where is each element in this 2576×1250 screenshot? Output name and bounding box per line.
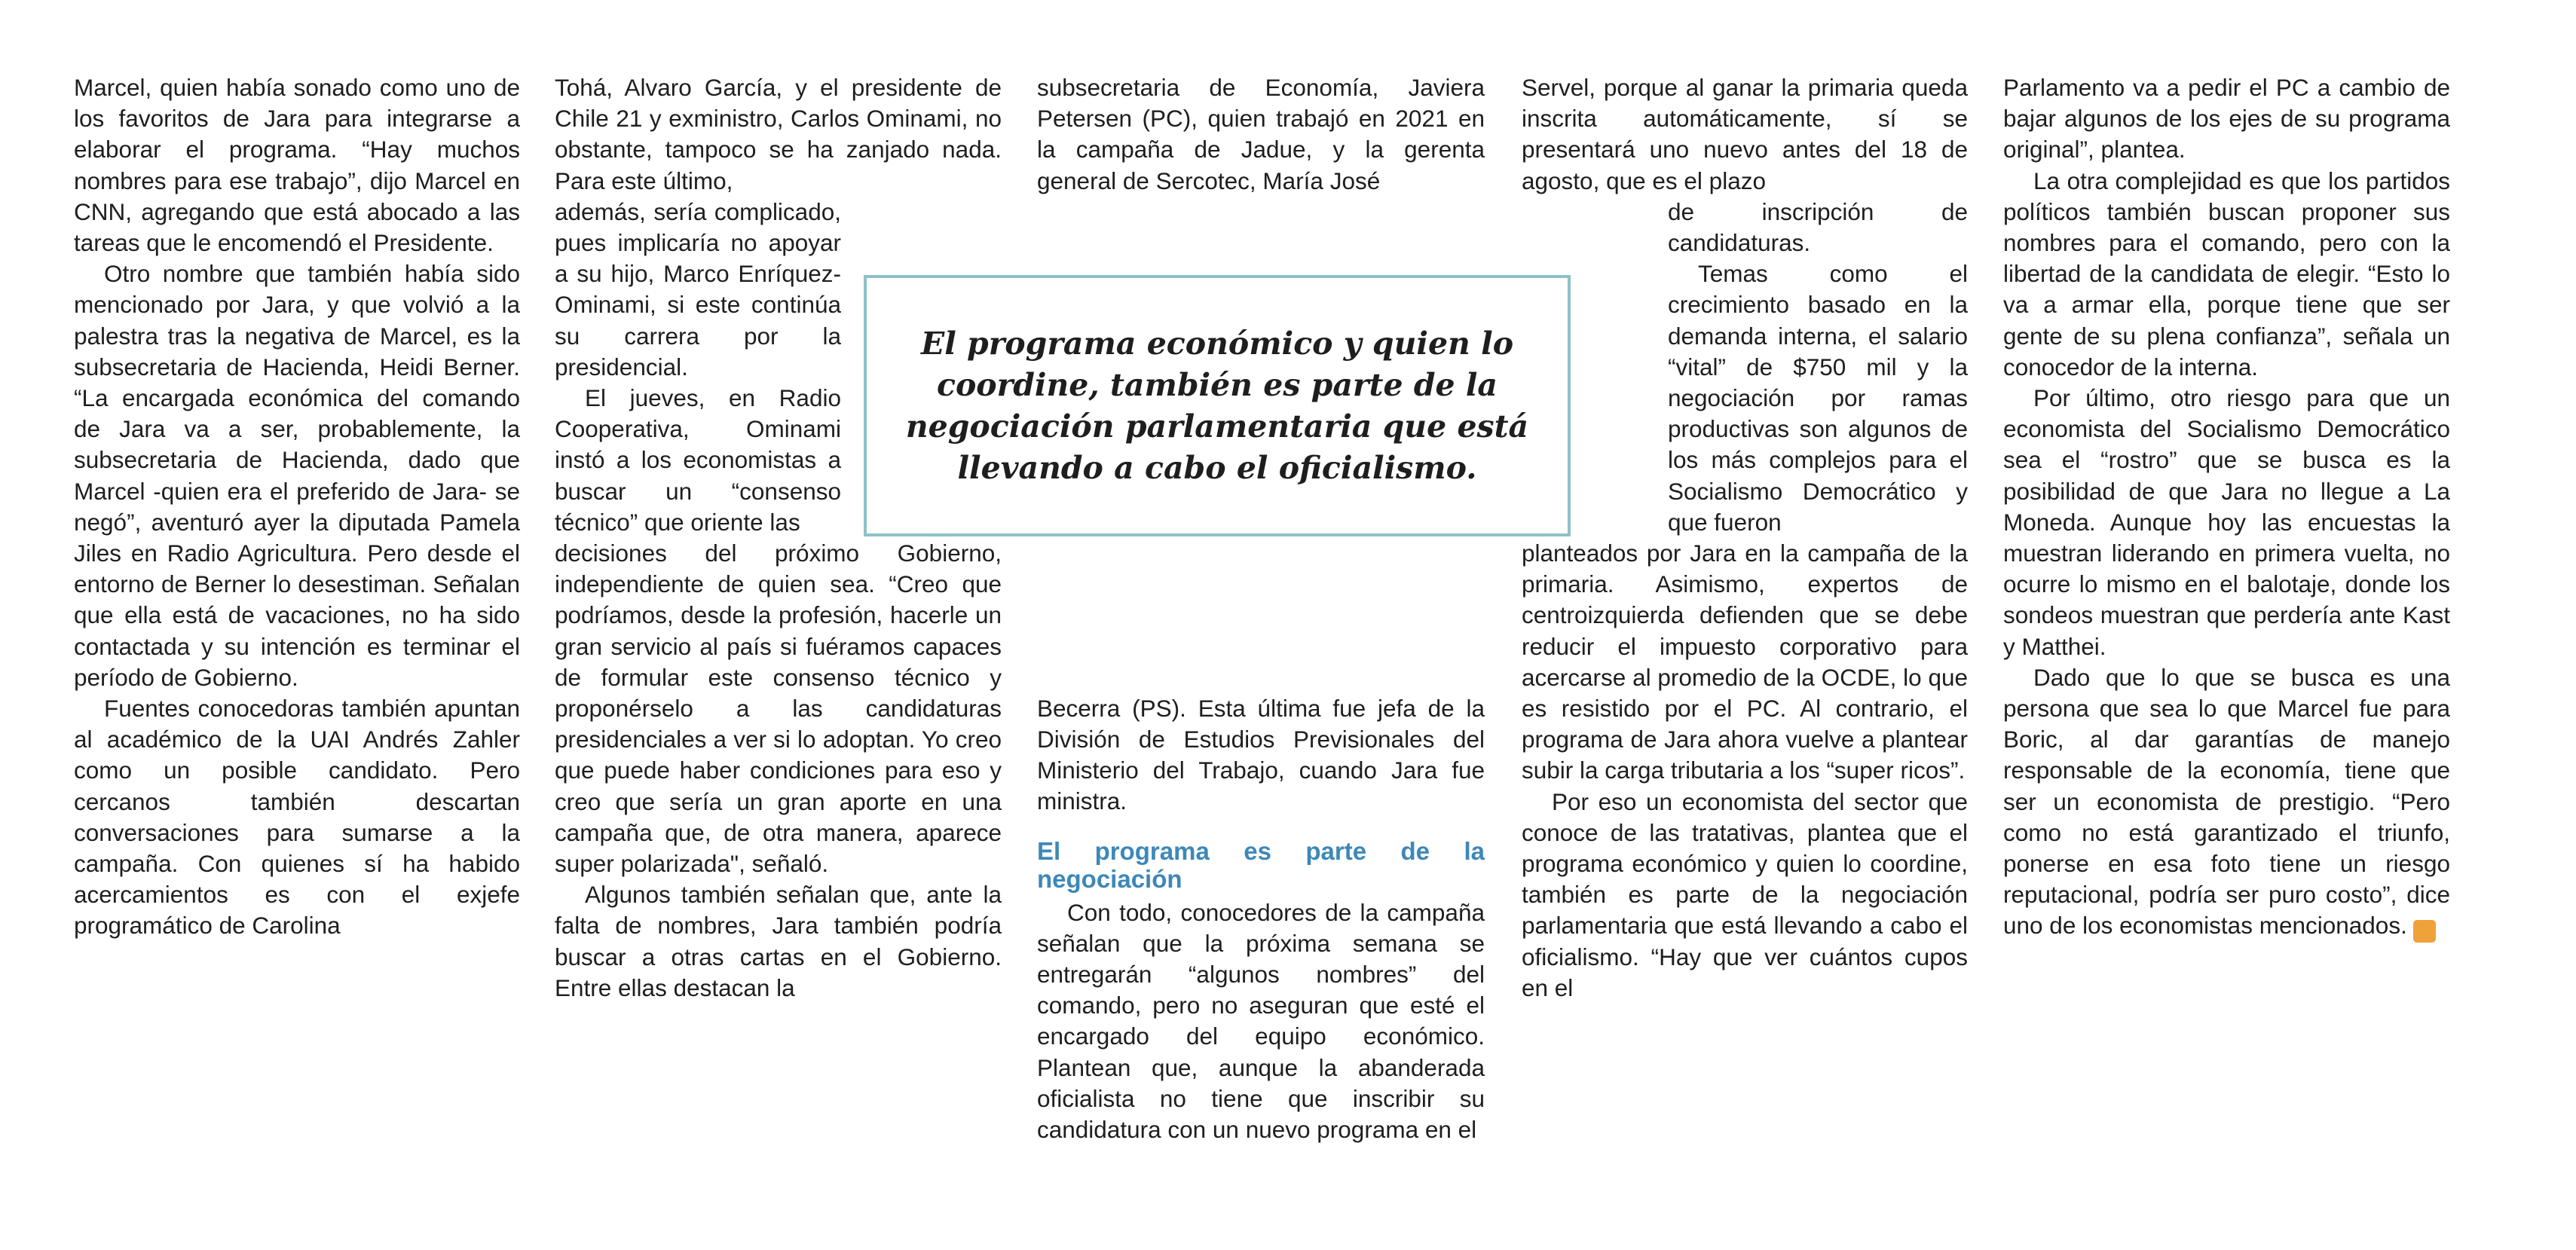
paragraph: Marcel, quien había sonado como uno de los favoritos de Jara para integrarse a elaborar el programa. “Hay muchos nombres para ese trabajo”, dijo Marcel en CNN, agregando que está abocado a las tareas que le encomendó el Presidente.: [74, 74, 520, 257]
section-subheading: El programa es parte de la negociación: [1037, 836, 1485, 893]
paragraph: Tohá, Alvaro García, y el presidente de Chile 21 y exministro, Carlos Ominami, no obstante, tampoco se ha zanjado nada. Para este último,: [555, 74, 1002, 194]
article-column-1: [74, 72, 520, 942]
article-column-2: [555, 72, 1002, 1004]
paragraph: Por último, otro riesgo para que un economista del Socialismo Democrático sea el “rostro” que se busca es la posibilidad de que Jara no llegue a La Moneda. Aunque hoy las encuestas la muestran liderando en primera vuelta, no ocurre lo mismo en el balotaje, donde los sondeos muestran que perdería ante Kast y Matthei.: [2003, 384, 2450, 660]
end-of-article-icon: S: [2413, 920, 2436, 943]
pull-quote-box: [864, 275, 1571, 536]
paragraph: Becerra (PS). Esta última fue jefa de la División de Estudios Previsionales del Ministerio del Trabajo, cuando Jara fue ministra.: [1037, 694, 1485, 815]
paragraph: subsecretaria de Economía, Javiera Petersen (PC), quien trabajó en 2021 en la campaña de Jadue, y la gerenta general de Sercotec, María José: [1037, 74, 1485, 194]
paragraph: de inscripción de candidaturas.: [1668, 197, 1968, 257]
paragraph: Fuentes conocedoras también apuntan al académico de la UAI Andrés Zahler como un posible candidato. Pero cercanos también descartan conversaciones para sumarse a la campaña. Con quienes sí ha habido acercamientos es con el exjefe programático de Carolina: [74, 695, 520, 940]
paragraph: Por eso un economista del sector que conoce de las tratativas, plantea que el programa económico y quien lo coordine, también es parte de la negociación parlamentaria que está llevando a cabo el oficialismo. “Hay que ver cuántos cupos en el: [1522, 787, 1968, 1001]
paragraph: Con todo, conocedores de la campaña señalan que la próxima semana se entregarán “algunos nombres” del comando, pero no aseguran que esté el encargado del equipo económico. Plantean que, aunque la abanderada oficialista no tiene que inscribir su candidatura con un nuevo programa en el: [1037, 898, 1485, 1144]
wrapped-text-block: [1668, 197, 1968, 538]
paragraph: El jueves, en Radio Cooperativa, Ominami instó a los economistas a buscar un “consenso técnico” que oriente las: [555, 384, 841, 536]
paragraph: además, sería complicado, pues implicaría no apoyar a su hijo, Marco Enríquez-Ominami, si este continúa su carrera por la presidencial.: [555, 197, 841, 381]
paragraph: planteados por Jara en la campaña de la primaria. Asimismo, expertos de centroizquierda defienden que se debe reducir el impuesto corporativo para acercarse al promedio de la OCDE, lo que es resistido por el PC. Al contrario, el programa de Jara ahora vuelve a plantear subir la carga tributaria a los “super ricos”.: [1522, 539, 1968, 784]
pull-quote-text: El programa económico y quien lo coordine, también es parte de la negociación parlamentaria que está llevando a cabo el oficialismo.: [905, 325, 1529, 486]
article-column-5: [2003, 72, 2455, 943]
paragraph: Temas como el crecimiento basado en la demanda interna, el salario “vital” de $750 mil y la negociación por ramas productivas son algunos de los más complejos para el Socialismo Democrático y que fueron: [1668, 260, 1968, 536]
paragraph: [2003, 662, 2455, 943]
paragraph: Otro nombre que también había sido mencionado por Jara, y que volvió a la palestra tras la negativa de Marcel, es la subsecretaria de Hacienda, Heidi Berner. “La encargada económica del comando de Jara va a ser, probablemente, la subsecretaria de Hacienda, dado que Marcel -quien era el preferido de Jara- se negó”, aventuró ayer la diputada Pamela Jiles en Radio Agricultura. Pero desde el entorno de Berner lo desestiman. Señalan que ella está de vacaciones, no ha sido contactada y su intención es terminar el período de Gobierno.: [74, 260, 520, 691]
paragraph-text: Dado que lo que se busca es una persona que sea lo que Marcel fue para Boric, al dar garantías de manejo responsable de la economía, tiene que ser un economista de prestigio. “Pero como no está garantizado el triunfo, ponerse en esa foto tiene un riesgo reputacional, podría ser puro costo”, dice uno de los economistas mencionados.: [2003, 663, 2450, 940]
paragraph: Servel, porque al ganar la primaria queda inscrita automáticamente, sí se presentará uno nuevo antes del 18 de agosto, que es el plazo: [1522, 74, 1968, 194]
paragraph: decisiones del próximo Gobierno, independiente de quien sea. “Creo que podríamos, desde la profesión, hacerle un gran servicio al país si fuéramos capaces de formular este consenso técnico y proponérselo a las candidaturas presidenciales a ver si lo adoptan. Yo creo que puede haber condiciones para eso y creo que sería un gran aporte en una campaña que, de otra manera, aparece super polarizada", señaló.: [555, 539, 1002, 878]
wrapped-text-block: [555, 197, 841, 538]
article-column-4: [1522, 72, 1968, 1004]
article-column-3: [1037, 72, 1485, 1145]
paragraph: La otra complejidad es que los partidos políticos también buscan proponer sus nombres para el comando, pero con la libertad de la candidata de elegir. “Esto lo va a armar ella, porque tiene que ser gente de su plena confianza”, señala un conocedor de la interna.: [2003, 167, 2450, 381]
paragraph: Parlamento va a pedir el PC a cambio de bajar algunos de los ejes de su programa original”, plantea.: [2003, 74, 2450, 164]
paragraph: Algunos también señalan que, ante la falta de nombres, Jara también podría buscar a otras cartas en el Gobierno. Entre ellas destacan la: [555, 881, 1002, 1001]
